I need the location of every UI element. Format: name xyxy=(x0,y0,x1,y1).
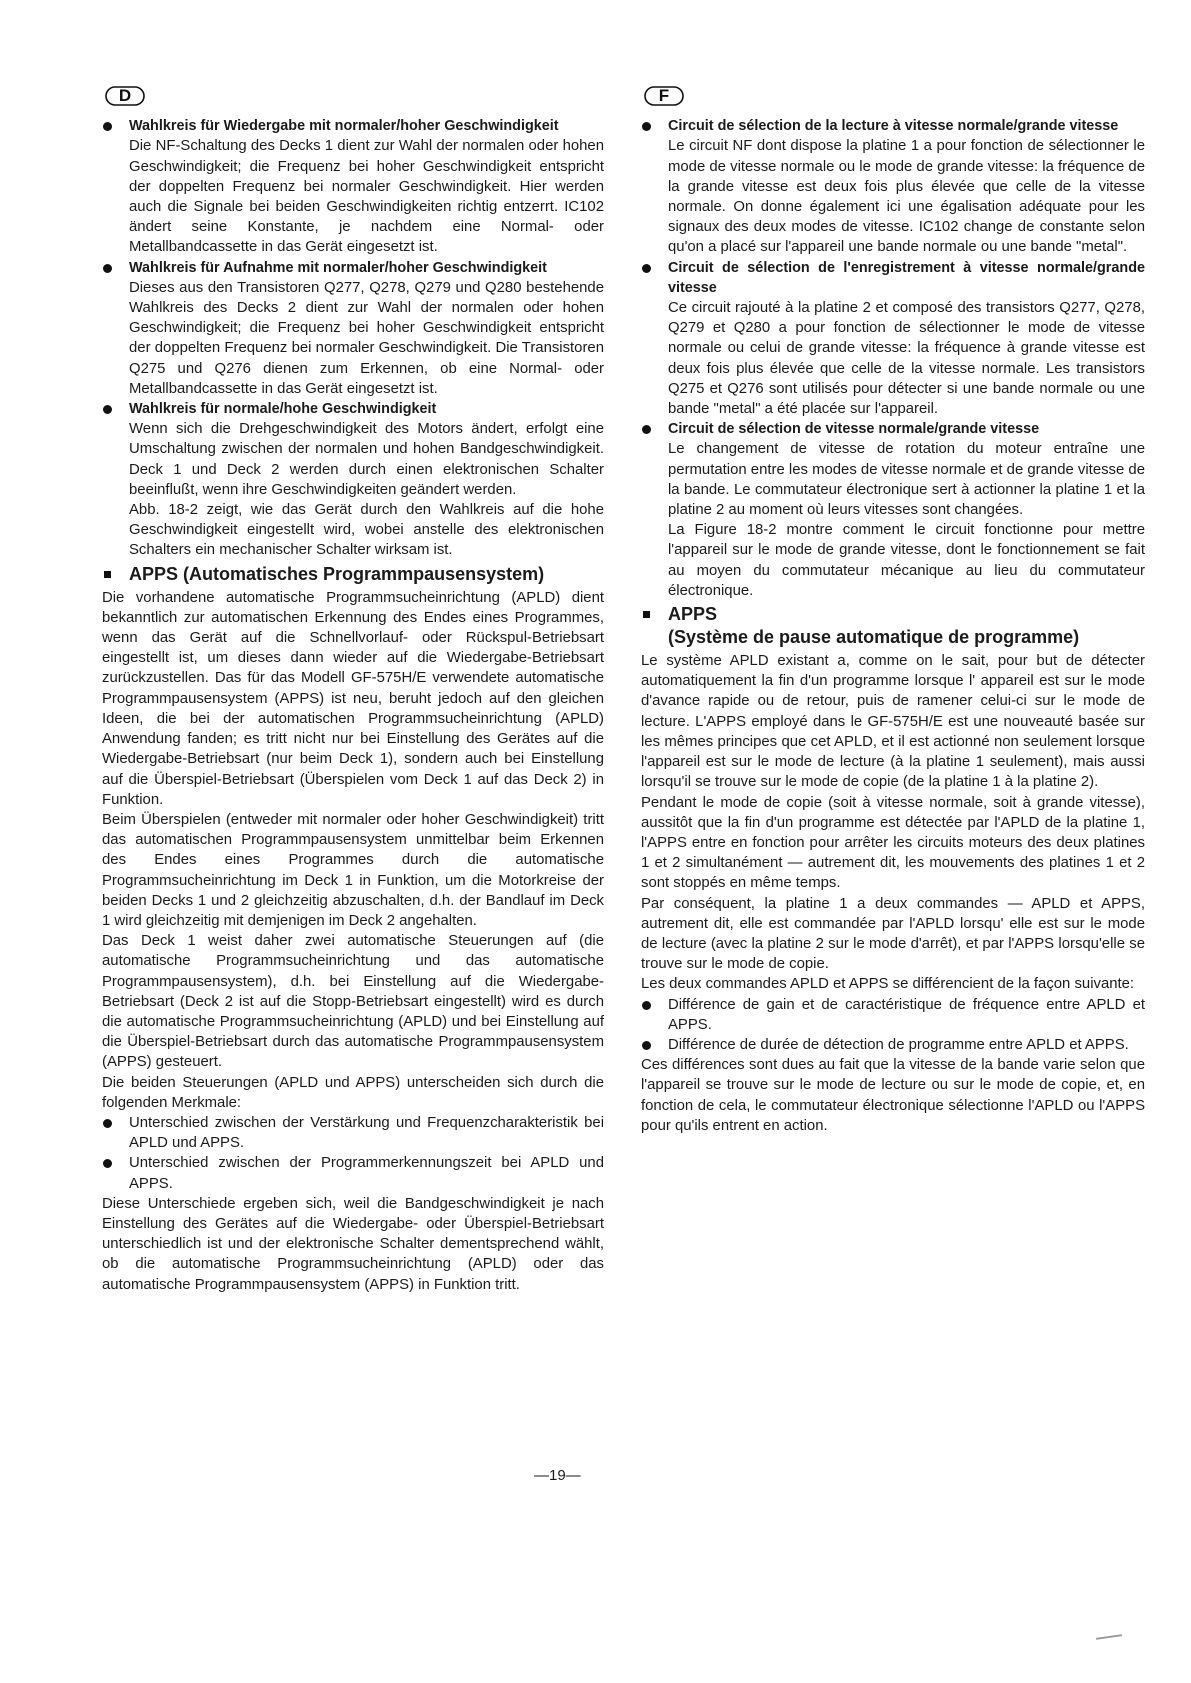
bullet-icon xyxy=(642,1041,651,1050)
list-item xyxy=(102,1153,604,1193)
paragraph: Die beiden Steuerungen (APLD und APPS) unterscheiden sich durch die folgenden Merkmale: xyxy=(102,1074,604,1111)
section-heading-apps: APPS (Automatisches Programmpausensystem) xyxy=(102,563,604,586)
item-text: La Figure 18-2 montre comment le circuit fonctionne pour mettre l'appareil sur le mode de grande vitesse, dont le fonctionnement se fait au moyen du commutateur mécanique au lieu du commutateur électronique. xyxy=(668,522,1145,599)
paragraph: Les deux commandes APLD et APPS se différencient de la façon suivante: xyxy=(641,976,1135,993)
scan-mark xyxy=(1096,1634,1122,1640)
german-column xyxy=(102,86,604,1295)
item-text: Le circuit NF dont dispose la platine 1 a pour fonction de sélectionner le mode de vitesse normale ou le mode de grande vitesse: la fréquence de la grande vitesse est deux fois plus élevée que celle de la vitesse normale. On donne également ici une égalisation adéquate pour les signaux des deux modes de vitesse. IC102 change de constante selon qu'on a placé sur l'appareil une bande normale ou une bande "metal". xyxy=(668,138,1145,256)
bullet-icon xyxy=(103,264,112,273)
list-item xyxy=(102,1113,604,1153)
list-item xyxy=(641,258,1145,420)
section-heading-apps: APPS (Système de pause automatique de programme) xyxy=(641,603,1145,649)
list-item xyxy=(641,995,1145,1035)
bullet-icon xyxy=(642,425,651,434)
item-text: Différence de durée de détection de programme entre APLD et APPS. xyxy=(668,1036,1129,1053)
item-text: Die NF-Schaltung des Decks 1 dient zur Wahl der normalen oder hohen Geschwindigkeit; die Frequenz bei hoher Geschwindigkeit entspricht der doppelten Frequenz bei normaler Geschwindigkeit. Hier werden auch die Signale bei beiden Geschwindigkeiten richtig entzerrt. IC102 ändert seine Konstante, je nachdem eine Normal- oder Metallbandcassette in das Gerät eingesetzt ist. xyxy=(129,138,604,256)
french-column xyxy=(641,86,1145,1136)
paragraph: Le système APLD existant a, comme on le sait, pour but de détecter automatiquement la fin d'un programme lorsque l' appareil est sur le mode d'avance rapide ou de retour, puis de ramener celui-ci sur le mode de lecture. L'APPS employé dans le GF-575H/E est une nouveauté basée sur les mêmes principes que cet APLD, et il est actionné non seulement lorsque l'appareil est sur le mode de lecture (à la platine 1 seulement), mais aussi lorsqu'il se trouve sur le mode de copie (de la platine 1 à la platine 2). xyxy=(641,653,1145,791)
item-text: Ce circuit rajouté à la platine 2 et composé des transistors Q277, Q278, Q279 et Q280 a pour fonction de sélectionner le mode de vitesse normale ou celui de grande vitesse: la fréquence à grande vitesse est deux fois plus élevée que celle de la vitesse normale. Les transistors Q275 et Q276 sont utilisés pour détecter si une bande normale ou une bande "metal" a été placée sur l'appareil. xyxy=(668,300,1145,418)
list-item xyxy=(641,116,1145,257)
item-heading: Circuit de sélection de l'enregistrement à vitesse normale/grande vitesse xyxy=(668,259,1145,296)
language-badge-fr: F xyxy=(644,86,684,106)
item-text: Différence de gain et de caractéristique de fréquence entre APLD et APPS. xyxy=(668,996,1145,1033)
language-badge-de: D xyxy=(105,86,145,106)
item-heading: Wahlkreis für normale/hohe Geschwindigkeit xyxy=(129,401,437,418)
paragraph: Beim Überspielen (entweder mit normaler oder hoher Geschwindigkeit) tritt das automatischen Programmpausensystem unmittelbar beim Erkennen des Endes eines Programmes durch die automatische Programmsucheinrichtung im Deck 1 in Funktion, um die Motorkreise der beiden Decks 1 und 2 gleichzeitig abzuschalten, d.h. der Bandlauf im Deck 1 wird gleichzeitig mit demjenigen im Deck 2 angehalten. xyxy=(102,811,604,929)
paragraph: Par conséquent, la platine 1 a deux commandes — APLD et APPS, autrement dit, elle est commandée par l'APLD lorsqu' elle est sur le mode de lecture (avec la platine 2 sur le mode d'arrêt), et par l'APPS lorsqu'elle se trouve sur le mode de copie. xyxy=(641,895,1145,973)
item-heading: Circuit de sélection de la lecture à vitesse normale/grande vitesse xyxy=(668,118,1119,135)
list-item xyxy=(641,419,1145,601)
item-text: Abb. 18-2 zeigt, wie das Gerät durch den Wahlkreis auf die hohe Geschwindigkeit eingestellt wird, wobei anstelle des elektronischen Schalters ein mechanischer Schalter wirksam ist. xyxy=(129,502,604,559)
square-bullet-icon xyxy=(104,571,111,578)
bullet-icon xyxy=(103,405,112,414)
item-text: Le changement de vitesse de rotation du moteur entraîne une permutation entre les modes de vitesse normale et de grande vitesse de la bande. Le commutateur électronique sert à actionner la platine 1 et la platine 2 au moment où leurs vitesses sont changées. xyxy=(668,441,1145,519)
list-item xyxy=(641,1035,1145,1055)
item-heading: Wahlkreis für Aufnahme mit normaler/hoher Geschwindigkeit xyxy=(129,259,547,276)
list-item xyxy=(102,399,604,561)
paragraph: Die vorhandene automatische Programmsucheinrichtung (APLD) dient bekanntlich zur automatischen Erkennung des Endes eines Programmes, wenn das Gerät auf die Schnellvorlauf- oder Rückspul-Betriebsart eingestellt ist, um dieses dann wieder auf die Wiedergabe-Betriebsart zurückzustellen. Das für das Modell GF-575H/E verwendete automatische Programmpausensystem (APPS) ist neu, beruht jedoch auf den gleichen Ideen, die bei der automatischen Programmsucheinrichtung (APLD) Anwendung fanden; es tritt nicht nur bei Einstellung des Gerätes auf die Wiedergabe-Betriebsart (nur beim Deck 1), sondern auch bei Einstellung auf die Überspiel-Betriebsart (Überspielen vom Deck 1 auf das Deck 2) in Funktion. xyxy=(102,589,604,808)
bullet-icon xyxy=(103,1119,112,1128)
section-subheading: (Système de pause automatique de programme) xyxy=(668,627,1080,648)
bullet-icon xyxy=(642,264,651,273)
item-text: Unterschied zwischen der Verstärkung und Frequenzcharakteristik bei APLD und APPS. xyxy=(129,1114,604,1152)
item-heading: Wahlkreis für Wiedergabe mit normaler/hoher Geschwindigkeit xyxy=(129,118,559,135)
item-text: Unterschied zwischen der Programmerkennungszeit bei APLD und APPS. xyxy=(129,1155,604,1192)
bullet-icon xyxy=(103,122,112,131)
item-text: Dieses aus den Transistoren Q277, Q278, Q279 und Q280 bestehende Wahlkreis des Decks 2 dient zur Wahl der normalen oder hohen Geschwindigkeit; die Frequenz bei hoher Geschwindigkeit entspricht der doppelten Frequenz bei normaler Geschwindigkeit. Die Transistoren Q275 und Q276 dienen zum Erkennen, ob eine Normal- oder Metallbandcassette in das Gerät eingesetzt ist. xyxy=(129,279,604,397)
bullet-icon xyxy=(103,1159,112,1168)
square-bullet-icon xyxy=(643,611,650,618)
bullet-icon xyxy=(642,1001,651,1010)
item-text: Wenn sich die Drehgeschwindigkeit des Motors ändert, erfolgt eine Umschaltung zwischen der normalen und hohen Bandgeschwindigkeit. Deck 1 und Deck 2 werden durch einen elektronischen Schalter beeinflußt, wenn ihre Geschwindigkeiten geändert werden. xyxy=(129,421,604,498)
list-item xyxy=(102,116,604,257)
paragraph: Das Deck 1 weist daher zwei automatische Steuerungen auf (die automatische Programmsucheinrichtung und das automatische Programmpausensystem), d.h. bei Einstellung auf die Wiedergabe-Betriebsart (Deck 2 ist auf die Stopp-Betriebsart eingestellt) wird es durch die automatische Programmsucheinrichtung (APLD) und bei Einstellung auf die Überspiel-Betriebsart durch das automatische Programmpausensystem (APPS) gesteuert. xyxy=(102,933,604,1071)
paragraph: Diese Unterschiede ergeben sich, weil die Bandgeschwindigkeit je nach Einstellung des Gerätes auf die Wiedergabe- oder Überspiel-Betriebsart unterschiedlich ist und der elektronische Schalter dementsprechend wählt, ob die automatische Programmsucheinrichtung (APLD) oder das automatische Programmpausensystem (APPS) in Funktion tritt. xyxy=(102,1195,604,1293)
paragraph: Pendant le mode de copie (soit à vitesse normale, soit à grande vitesse), aussitôt que la fin d'un programme est détectée par l'APLD de la platine 1, l'APPS entre en fonction pour arrêter les circuits moteurs des deux platines 1 et 2 simultanément — autrement dit, les mouvements des platines 1 et 2 sont stoppés en même temps. xyxy=(641,794,1145,892)
page-number: —19— xyxy=(534,1467,581,1484)
list-item xyxy=(102,258,604,399)
bullet-icon xyxy=(642,122,651,131)
item-heading: Circuit de sélection de vitesse normale/grande vitesse xyxy=(668,421,1040,438)
paragraph: Ces différences sont dues au fait que la vitesse de la bande varie selon que l'appareil se trouve sur le mode de lecture ou sur le mode de copie, et, en fonction de cela, le commutateur électronique sélectionne l'APLD ou l'APPS pour qu'ils entrent en action. xyxy=(641,1057,1145,1134)
